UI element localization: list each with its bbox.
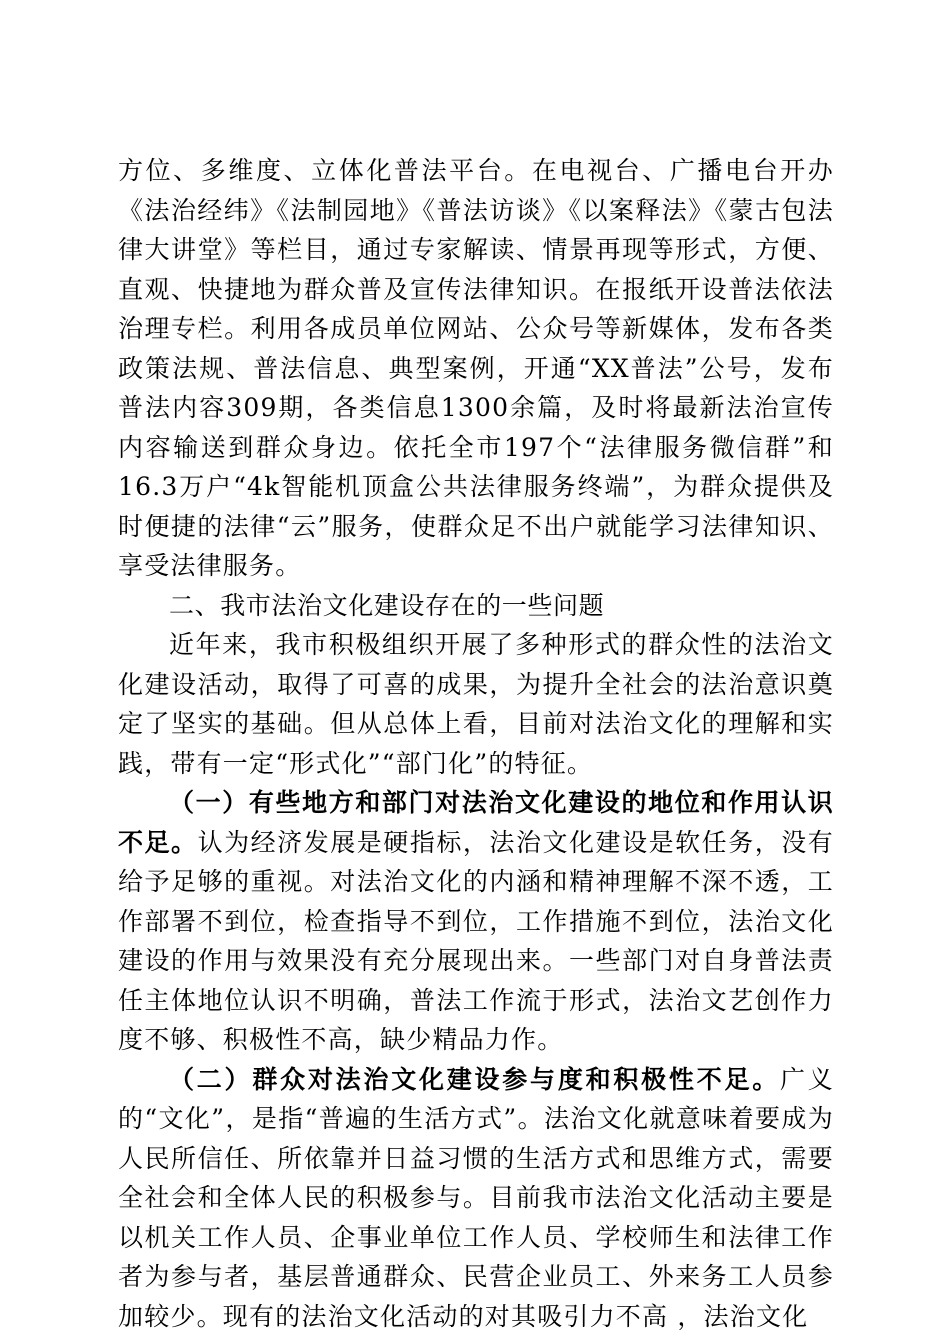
paragraph-platform: 方位、多维度、立体化普法平台。在电视台、广播电台开办《法治经纬》《法制园地》《普法访谈》《以案释法》《蒙古包法律大讲堂》等栏目，通过专家解读、情景再现等形式，方便、直观、快捷地为群众普及宣传法律知识。在报纸开设普法依法治理专栏。利用各成员单位网站、公众号等新媒体，发布各类政策法规、普法信息、典型案例，开通“XX普法”公号，发布普法内容309期，各类信息1300余篇，及时将最新法治宣传内容输送到群众身边。依托全市197个“法律服务微信群”和16.3万户“4k智能机顶盒公共法律服务终端”，为群众提供及时便捷的法律“云”服务，使群众足不出户就能学习法律知识、享受法律服务。 <box>118 156 834 580</box>
paragraph-problem-1 <box>118 783 834 1060</box>
problem-1-body: 认为经济发展是硬指标，法治文化建设是软任务，没有给予足够的重视。对法治文化的内涵和精神理解不深不透，工作部署不到位，检查指导不到位，工作措施不到位，法治文化建设的作用与效果没有充分展现出来。一些部门对自身普法责任主体地位认识不明确，普法工作流于形式，法治文艺创作力度不够、积极性不高，缺少精品力作。 <box>118 827 834 1054</box>
paragraph-problem-2 <box>118 1060 834 1337</box>
problem-2-body: 广义的“文化”，是指“普遍的生活方式”。法治文化就意味着要成为人民所信任、所依靠并日益习惯的生活方式和思维方式，需要全社会和全体人民的积极参与。目前我市法治文化活动主要是以机关工作人员、企事业单位工作人员、学校师生和法律工作者为参与者，基层普通群众、民营企业员工、外来务工人员参加较少。现有的法治文化活动的对其吸引力不高 ，法治文化 <box>118 1064 835 1331</box>
problem-2-title: （二）群众对法治文化建设参与度和积极性不足。 <box>169 1064 781 1094</box>
problem-1-title: （一）有些地方和部门对法治文化建设的地位和作用认识不足。 <box>118 788 834 857</box>
section-heading-problems: 二、我市法治文化建设存在的一些问题 <box>169 590 605 620</box>
paragraph-intro-problems: 近年来，我市积极组织开展了多种形式的群众性的法治文化建设活动，取得了可喜的成果，为提升全社会的法治意识奠定了坚实的基础。但从总体上看，目前对法治文化的理解和实践，带有一定“形式化”“部门化”的特征。 <box>118 630 834 778</box>
document-page <box>118 151 834 1336</box>
